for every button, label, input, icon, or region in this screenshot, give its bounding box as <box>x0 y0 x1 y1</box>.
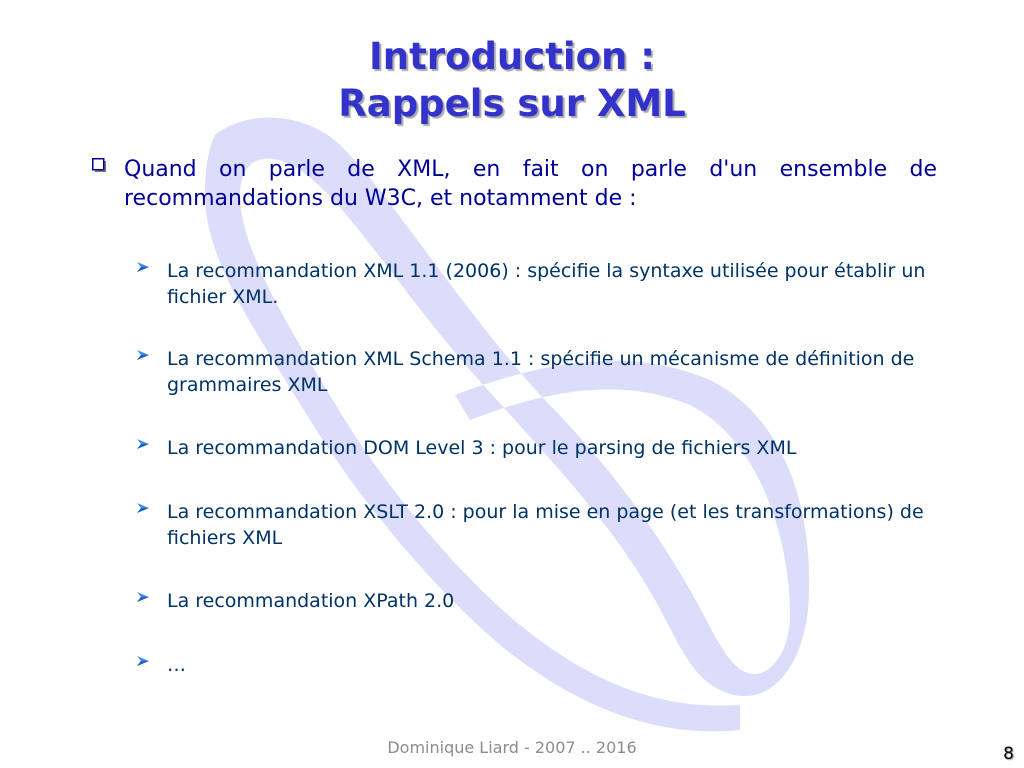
arrow-icon <box>136 348 150 362</box>
list-item-text: … <box>167 654 186 676</box>
slide-title-line-2: Rappels sur XML <box>338 82 686 125</box>
arrow-icon <box>136 590 150 604</box>
list-item-text: La recommandation XML 1.1 (2006) : spécifie la syntaxe utilisée pour établir un fichier XML. <box>167 260 926 308</box>
list-item-text: La recommandation XPath 2.0 <box>167 590 455 612</box>
list-item-text: La recommandation DOM Level 3 : pour le parsing de fichiers XML <box>167 437 797 459</box>
arrow-icon <box>136 501 150 515</box>
arrow-icon <box>136 654 150 668</box>
list-item-text: La recommandation XML Schema 1.1 : spécifie un mécanisme de définition de grammaires XML <box>167 348 915 396</box>
arrow-icon <box>136 260 150 274</box>
list-item-text: La recommandation XSLT 2.0 : pour la mise en page (et les transformations) de fichiers XML <box>167 501 924 549</box>
page-number: 8 <box>1003 744 1014 764</box>
footer-author: Dominique Liard - 2007 .. 2016 <box>387 738 637 757</box>
main-bullet-text: Quand on parle de XML, en fait on parle d'un ensemble de recommandations du W3C, et notamment de : <box>124 157 937 211</box>
arrow-icon <box>136 437 150 451</box>
slide-title-line-1: Introduction : <box>368 35 656 78</box>
hollow-square-bullet-icon <box>92 158 106 172</box>
